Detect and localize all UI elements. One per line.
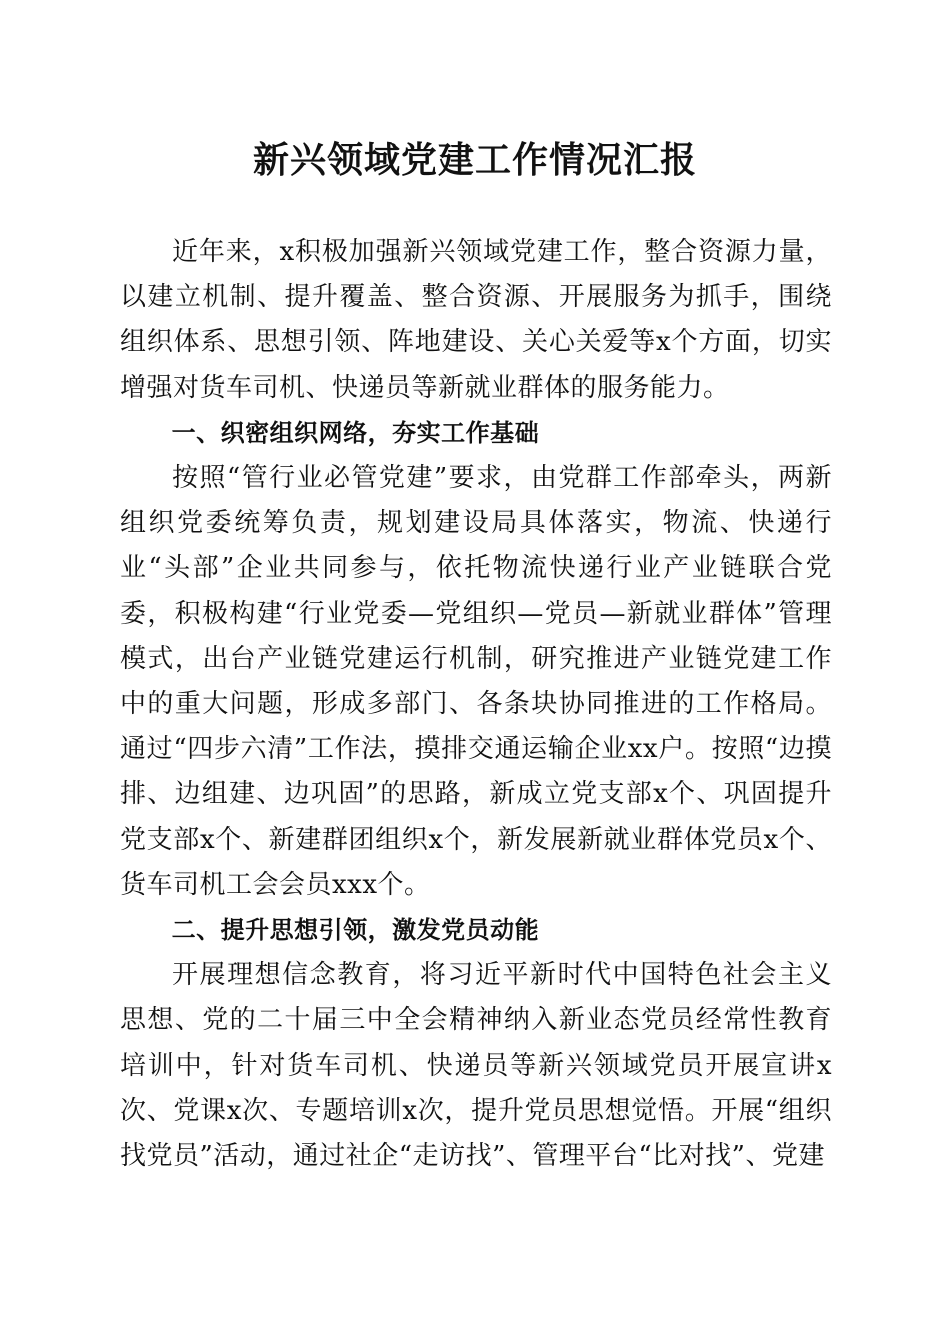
- intro-paragraph: 近年来，x积极加强新兴领域党建工作，整合资源力量，以建立机制、提升覆盖、整合资源、开展服务为抓手，围绕组织体系、思想引领、阵地建设、关心关爱等x个方面，切实增强对货车司机、快递员等新就业群体的服务能力。: [120, 237, 832, 403]
- section-paragraph-1: 按照“管行业必管党建”要求，由党群工作部牵头，两新组织党委统筹负责，规划建设局具体落实，物流、快递行业“头部”企业共同参与，依托物流快递行业产业链联合党委，积极构建“行业党委—党组织—党员—新就业群体”管理模式，出台产业链党建运行机制，研究推进产业链党建工作中的重大问题，形成多部门、各条块协同推进的工作格局。通过“四步六清”工作法，摸排交通运输企业xx户。按照“边摸排、边组建、边巩固”的思路，新成立党支部x个、巩固提升党支部x个、新建群团组织x个，新发展新就业群体党员x个、货车司机工会会员xxx个。: [120, 463, 832, 900]
- section-paragraph-2: 开展理想信念教育，将习近平新时代中国特色社会主义思想、党的二十届三中全会精神纳入新业态党员经常性教育培训中，针对货车司机、快递员等新兴领域党员开展宣讲x次、党课x次、专题培训x次，提升党员思想觉悟。开展“组织找党员”活动，通过社企“走访找”、管理平台“比对找”、党建: [120, 960, 832, 1172]
- section-heading-1: 一、织密组织网络，夯实工作基础: [171, 418, 540, 447]
- document-title: 新兴领域党建工作情况汇报: [252, 139, 697, 181]
- document-body: [120, 230, 832, 1179]
- section-heading-2: 二、提升思想引领，激发党员动能: [171, 916, 540, 945]
